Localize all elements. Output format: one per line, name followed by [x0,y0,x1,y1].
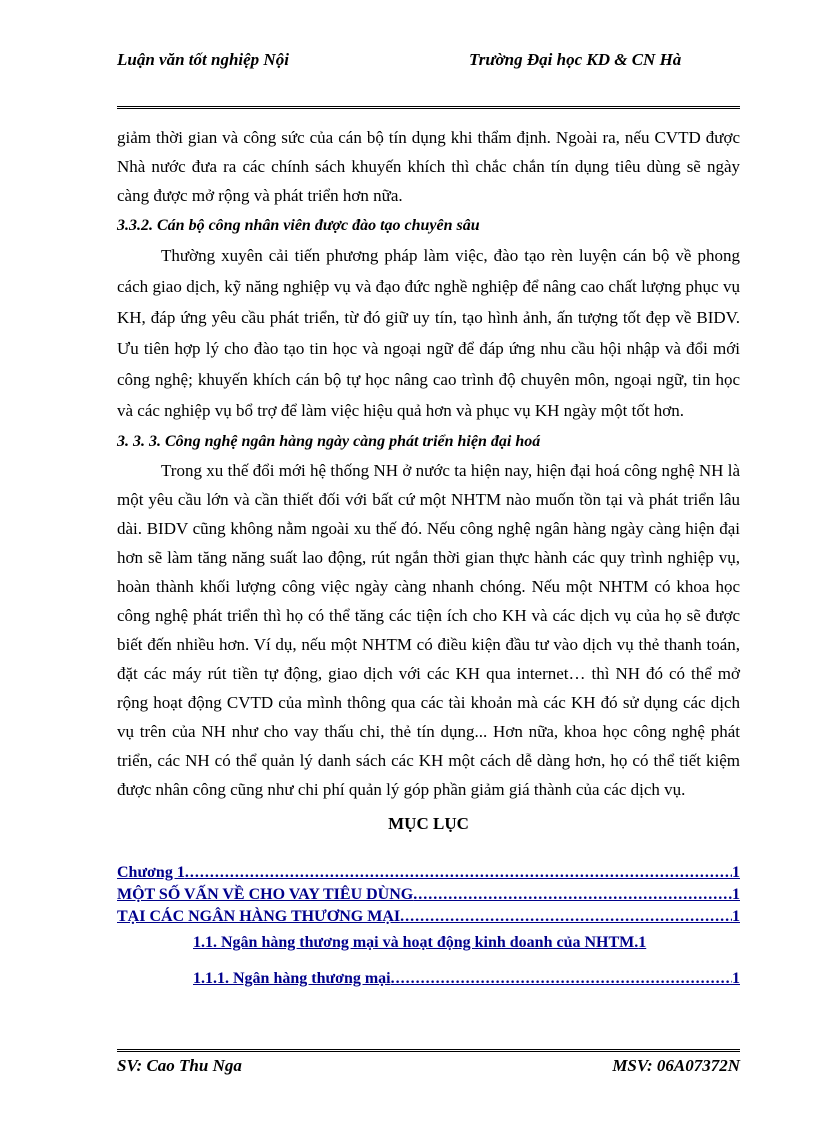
toc-entry-page: 1 [732,864,740,881]
toc-leader-dots [413,884,732,906]
toc-entry-commercial-banks[interactable] [117,906,740,928]
toc-entry-consumer-lending[interactable] [117,884,740,906]
toc-entry-label: TẠI CÁC NGÂN HÀNG THƯƠNG MẠI [117,908,401,925]
paragraph-training: Thường xuyên cải tiến phương pháp làm việc, đào tạo rèn luyện cán bộ về phong cách giao dịch, kỹ năng nghiệp vụ và đạo đức nghề nghiệp để nâng cao chất lượng phục vụ KH, đáp ứng yêu cầu phát triển, từ đó giữ uy tín, tạo hình ảnh, ấn tượng tốt đẹp về BIDV. Ưu tiên hợp lý cho đào tạo tin học và ngoại ngữ để đáp ứng nhu cầu hội nhập và đổi mới công nghệ; khuyến khích cán bộ tự học nâng cao trình độ chuyên môn, ngoại ngữ, tin học và các nghiệp vụ bổ trợ để làm việc hiệu quả hơn và phục vụ KH ngày một tốt hơn. [117,246,740,420]
toc-entry-page: 1 [732,908,740,925]
toc-leader-dots [391,968,732,990]
toc-entry-label: Chương 1 [117,864,185,881]
toc-title: MỤC LỤC [388,814,469,833]
toc-leader-dots [400,906,732,928]
toc-entry-1-1-1[interactable] [117,968,740,990]
document-body [117,123,740,990]
toc-entry-page: 1 [638,934,647,951]
header-thesis-label: Luận văn tốt nghiệp Nội [117,50,289,69]
document-page [117,48,740,990]
toc-entry-chapter-1[interactable] [117,862,740,884]
toc-entry-label: MỘT SỐ VẤN VỀ CHO VAY TIÊU DÙNG [117,886,414,903]
paragraph-intro: giảm thời gian và công sức của cán bộ tín dụng khi thẩm định. Ngoài ra, nếu CVTD được Nhà nước đưa ra các chính sách khuyến khích thì chắc chắn tín dụng tiêu dùng sẽ ngày càng được mở rộng và phát triển hơn nữa. [117,128,740,205]
section-heading-3-3-3: 3. 3. 3. Công nghệ ngân hàng ngày càng phát triển hiện đại hoá [117,433,541,450]
toc-entry-page: 1 [732,970,740,987]
header-university-label: Trường Đại học KD & CN Hà [469,50,682,69]
footer-student-id: MSV: 06A07372N [612,1056,740,1075]
toc-entry-label: 1.1.1. Ngân hàng thương mại [193,970,391,987]
footer-student-name: SV: Cao Thu Nga [117,1056,242,1075]
toc-leader-dots [185,862,732,884]
toc-entry-label: 1.1. Ngân hàng thương mại và hoạt động kinh doanh của NHTM. [193,934,639,951]
toc-entry-1-1[interactable] [117,932,740,954]
section-heading-3-3-2: 3.3.2. Cán bộ công nhân viên được đào tạo chuyên sâu [117,217,480,234]
page-footer [117,1049,740,1080]
paragraph-technology: Trong xu thế đổi mới hệ thống NH ở nước ta hiện nay, hiện đại hoá công nghệ NH là một yêu cầu lớn và cần thiết đối với bất cứ một NHTM nào muốn tồn tại và phát triển lâu dài. BIDV cũng không nằm ngoài xu thế đó. Nếu công nghệ ngân hàng ngày càng hiện đại hơn sẽ làm tăng năng suất lao động, rút ngắn thời gian thực hành các quy trình nghiệp vụ, hoàn thành khối lượng công việc ngày càng nhanh chóng. Nếu một NHTM có khoa học công nghệ phát triển thì họ có thể tăng các tiện ích cho KH và các dịch vụ của họ sẽ được biết đến nhiều hơn. Ví dụ, nếu một NHTM có điều kiện đầu tư vào dịch vụ thẻ thanh toán, đặt các máy rút tiền tự động, giao dịch với các KH qua internet… thì NH đó có thể mở rộng hoạt động CVTD của mình thông qua các tài khoản mà các KH đó sử dụng các dịch vụ trên của NH như cho vay thấu chi, thẻ tín dụng... Hơn nữa, khoa học công nghệ phát triển, các NH có thể quản lý danh sách các KH một cách dễ dàng hơn, họ có thể tiết kiệm được nhân công cũng như chi phí quản lý góp phần giảm giá thành của các dịch vụ. [117,461,740,799]
page-header [117,48,740,109]
toc-entry-page: 1 [732,886,740,903]
